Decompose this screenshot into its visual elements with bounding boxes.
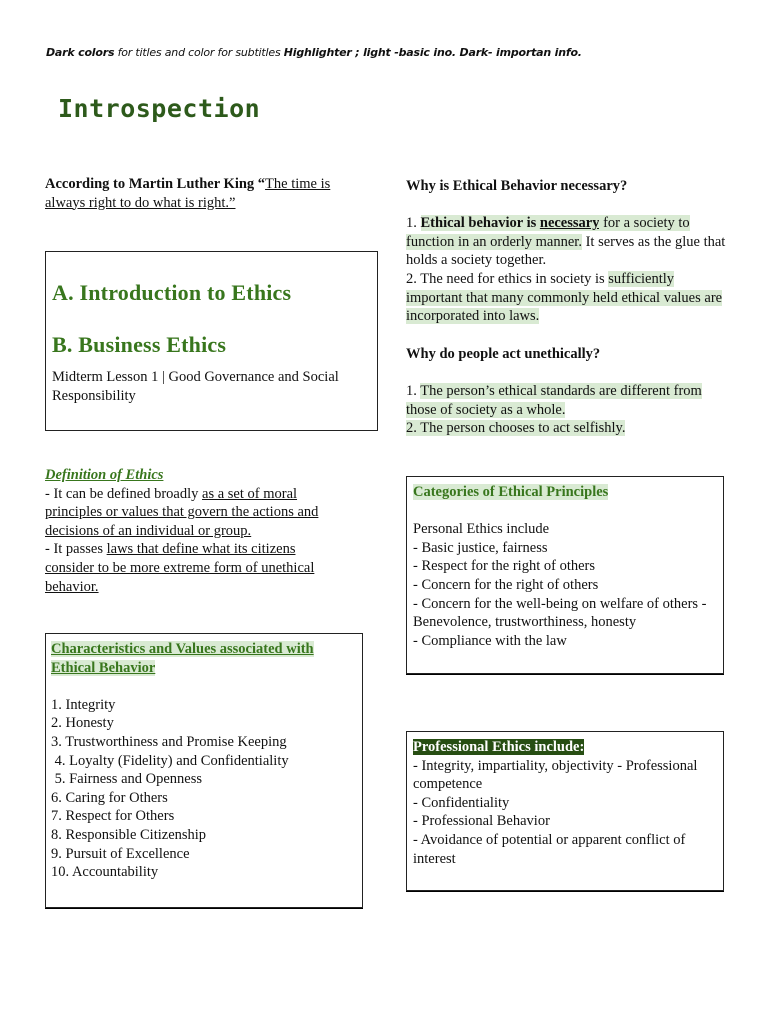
categories-list [413, 539, 721, 651]
p1-highlight: for a society to function in an orderly manner. [406, 215, 690, 250]
definition-title: Definition of Ethics [45, 467, 164, 483]
legend-highlighter: Highlighter ; light -basic ino. Dark- importan info. [283, 46, 582, 59]
characteristic-item: 5. Fairness and Openness [51, 771, 203, 788]
personal-ethics-item: - Compliance with the law [413, 632, 567, 649]
p1-bold: Ethical behavior is [420, 215, 540, 232]
why-unethical-section [406, 345, 726, 438]
characteristics-list [51, 696, 361, 882]
legend-titles: for titles and color for subtitles [114, 46, 284, 59]
characteristics-content [51, 640, 361, 882]
why-unethical-item-2 [406, 419, 726, 438]
professional-ethics-item: - Confidentiality [413, 794, 510, 811]
why-necessary-section [406, 177, 726, 326]
personal-ethics-item: - Concern for the right of others [413, 576, 599, 593]
definition-l2-underlined: laws that define what its citizens consider to be more extreme form of unethical behavior. [45, 541, 315, 595]
why-necessary-point-1 [406, 214, 726, 270]
color-legend-note [46, 46, 582, 59]
definition-l1-underlined: as a set of moral principles or values that govern the actions and decisions of an individual or group. [45, 485, 319, 539]
personal-ethics-item: - Basic justice, fairness [413, 539, 548, 556]
definition-line-1 [45, 485, 345, 541]
page-title: Introspection [58, 94, 261, 123]
professional-title [413, 738, 721, 757]
why-unethical-question: Why do people act unethically? [406, 346, 601, 362]
professional-ethics-item: - Professional Behavior [413, 813, 550, 830]
personal-ethics-item: - Concern for the well-being on welfare of others - Benevolence, trustworthiness, honesty [413, 595, 711, 631]
heading-introduction-to-ethics: A. Introduction to Ethics [52, 280, 292, 305]
legend-dark-colors: Dark colors [46, 46, 115, 59]
characteristic-item: 8. Responsible Citizenship [51, 826, 207, 843]
p2-pre: 2. The need for ethics in society is [406, 270, 609, 287]
characteristics-box [45, 633, 363, 908]
intro-box [45, 251, 378, 431]
characteristics-title [51, 640, 361, 677]
p2-highlight: sufficiently important that many commonly held ethical values are incorporated into laws. [406, 270, 723, 325]
quote-text: The time is always right to do what is right.” [45, 176, 331, 211]
characteristic-item: 3. Trustworthiness and Promise Keeping [51, 733, 287, 750]
definition-line-2 [45, 540, 345, 596]
professional-title-text: Professional Ethics include: [413, 739, 585, 755]
definition-l1-pre: - It can be defined broadly [45, 485, 203, 502]
definition-l2-pre: - It passes [45, 541, 107, 558]
definition-section [45, 466, 345, 596]
lesson-subtitle: Midterm Lesson 1 | Good Governance and Social Responsibility [52, 369, 339, 404]
u2-text: 2. The person chooses to act selfishly. [406, 420, 626, 437]
personal-ethics-item: - Respect for the right of others [413, 558, 596, 575]
quote-lead: According to Martin Luther King “ [45, 176, 266, 192]
u1-text: The person’s ethical standards are different from those of society as a whole. [406, 383, 702, 418]
heading-business-ethics: B. Business Ethics [52, 332, 227, 357]
categories-title-text: Categories of Ethical Principles [413, 484, 609, 500]
u1-number: 1. [406, 383, 421, 400]
professional-ethics-item: - Integrity, impartiality, objectivity - Professional competence [413, 757, 702, 793]
characteristic-item: 6. Caring for Others [51, 789, 168, 806]
why-necessary-point-2 [406, 270, 726, 326]
professional-ethics-item: - Avoidance of potential or apparent conflict of interest [413, 831, 689, 867]
categories-title [413, 483, 721, 502]
characteristic-item: 10. Accountability [51, 864, 159, 881]
characteristic-item: 4. Loyalty (Fidelity) and Confidentiality [51, 752, 289, 769]
categories-box [406, 476, 724, 674]
p1-necessary: necessary [539, 215, 600, 232]
characteristic-item: 2. Honesty [51, 715, 114, 732]
characteristic-item: 7. Respect for Others [51, 808, 175, 825]
why-unethical-item-1 [406, 382, 726, 419]
categories-content [413, 483, 721, 650]
professional-content [413, 738, 721, 868]
professional-list [413, 757, 721, 869]
p1-rest: It serves as the glue that holds a society together. [406, 233, 726, 269]
why-necessary-question: Why is Ethical Behavior necessary? [406, 178, 628, 194]
mlk-quote [45, 175, 365, 212]
characteristics-title-text: Characteristics and Values associated with Ethical Behavior [51, 641, 314, 676]
characteristic-item: 1. Integrity [51, 696, 116, 713]
personal-ethics-heading: Personal Ethics include [413, 521, 550, 538]
p1-number: 1. [406, 215, 421, 232]
characteristic-item: 9. Pursuit of Excellence [51, 845, 190, 862]
professional-box [406, 731, 724, 891]
